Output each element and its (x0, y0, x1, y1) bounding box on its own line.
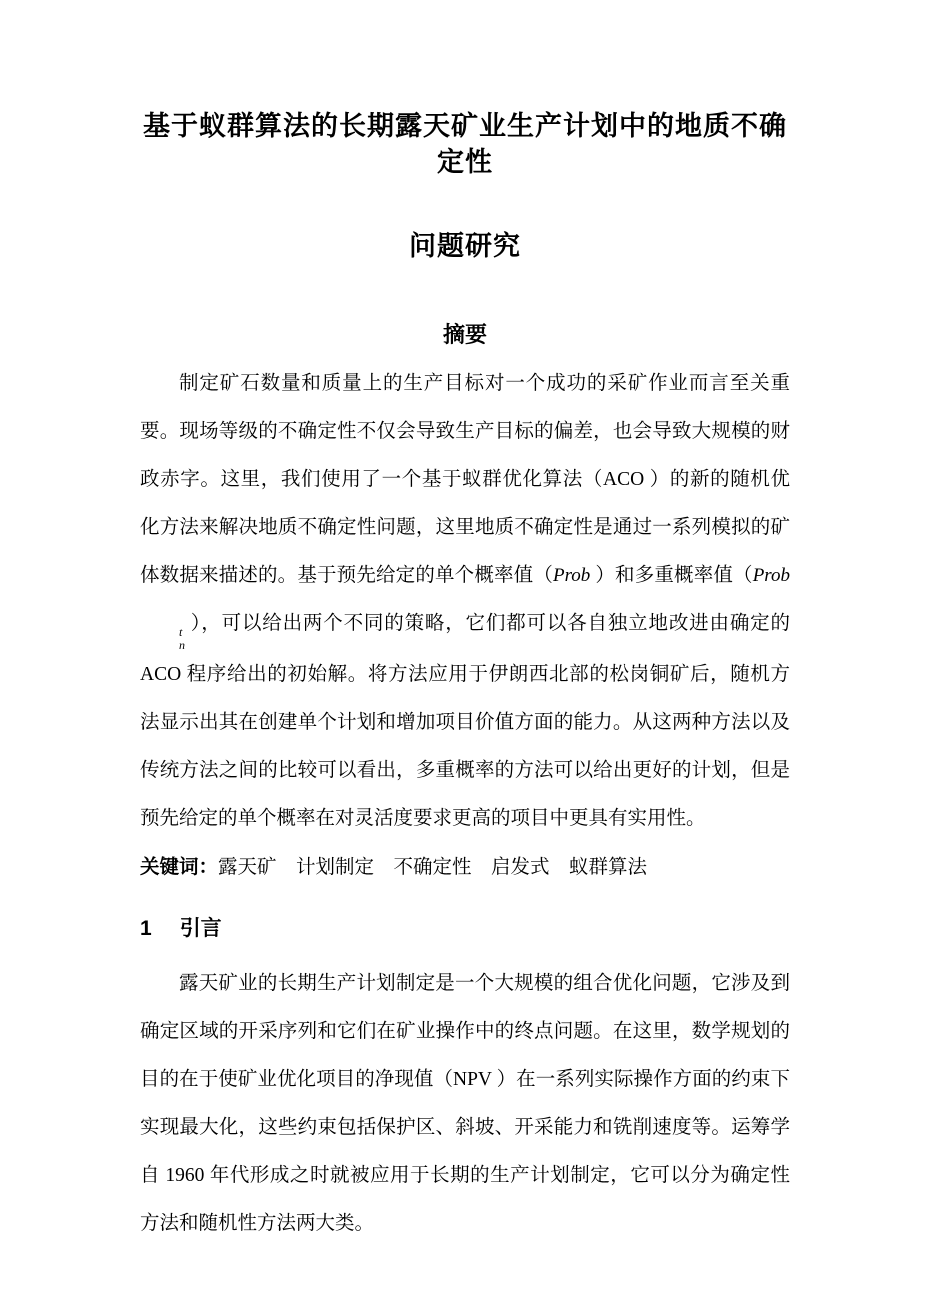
inline-math-superscript: t (179, 625, 183, 639)
keywords-list: 露天矿 计划制定 不确定性 启发式 蚁群算法 (218, 857, 648, 879)
abstract-heading: 摘要 (442, 322, 487, 347)
abstract-text-2: ）和多重概率值（ (590, 565, 753, 586)
keywords-label: 关键词： (140, 856, 219, 879)
inline-math-prob-multi-base: Prob (752, 565, 790, 586)
abstract-text-1: 制定矿石数量和质量上的生产目标对一个成功的采矿作业而言至关重要。现场等级的不确定性不仅会导致生产目标的偏差，也会导致大规模的财政赤字。这里，我们使用了一个基于蚁群优化算法（ACO ）的新的随机优化方法来解决地质不确定性问题，这里地质不确定性是通过一系列模拟的矿体数据来描述的。基于预先给定的单个概率值（ (140, 373, 790, 586)
section-1-heading (140, 914, 790, 944)
paper-title-line-1: 基于蚁群算法的长期露天矿业生产计划中的地质不确定性 (143, 111, 787, 177)
introduction-paragraph: 露天矿业的长期生产计划制定是一个大规模的组合优化问题，它涉及到确定区域的开采序列和它们在矿业操作中的终点问题。在这里，数学规划的目的在于使矿业优化项目的净现值（NPV ）在一系列实际操作方面的约束下实现最大化，这些约束包括保护区、斜坡、开采能力和铣削速度等。运筹学自 1960 年代形成之时就被应用于长期的生产计划制定，它可以分为确定性方法和随机性方法两大类。 (140, 973, 790, 1235)
keywords-line (140, 843, 790, 892)
inline-math-subscript: n (179, 637, 185, 652)
inline-math-prob-multi-scripts (140, 626, 185, 651)
paper-title-line-2: 问题研究 (409, 231, 521, 261)
abstract-text-3: ），可以给出两个不同的策略，它们都可以各自独立地改进由确定的 ACO 程序给出的初始解。将方法应用于伊朗西北部的松岗铜矿后，随机方法显示出其在创建单个计划和增加项目价值方面的能力。从这两种方法以及传统方法之间的比较可以看出，多重概率的方法可以给出更好的计划，但是预先给定的单个概率在对灵活度要求更高的项目中更具有实用性。 (140, 613, 790, 830)
section-1-number: 1 (140, 917, 152, 941)
section-1-title: 引言 (179, 917, 222, 941)
inline-math-prob-single: Prob (553, 565, 591, 586)
abstract-paragraph (140, 360, 790, 843)
